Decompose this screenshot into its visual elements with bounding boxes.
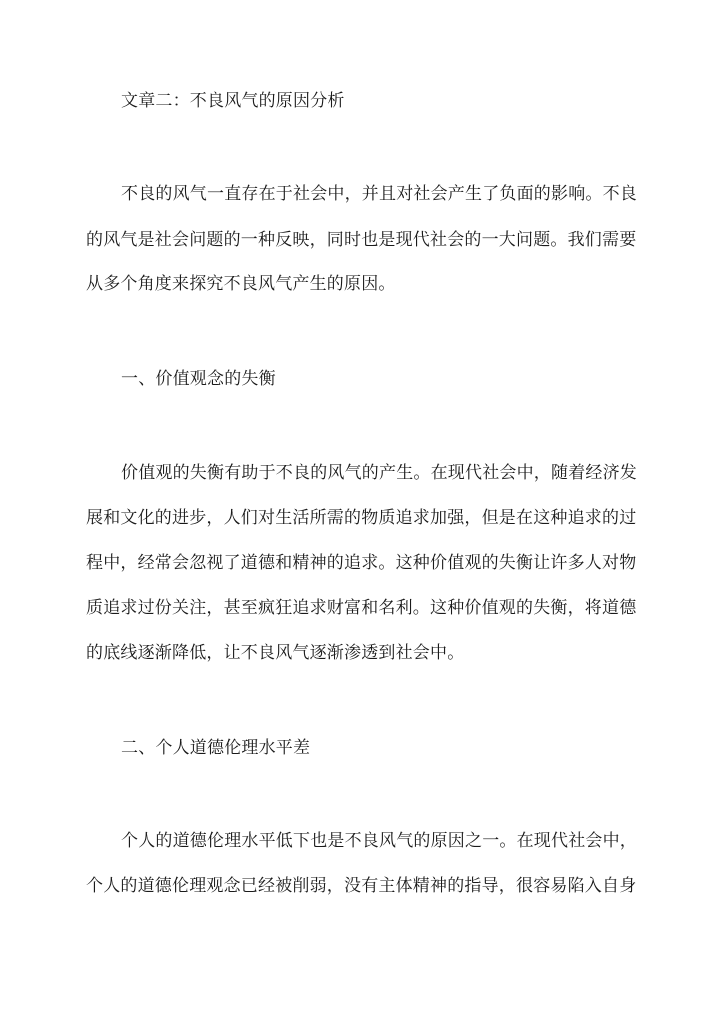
paragraph-line: 价值观的失衡有助于不良的风气的产生。在现代社会中，随着经济发 xyxy=(121,463,637,483)
paragraph-line: 的风气是社会问题的一种反映，同时也是现代社会的一大问题。我们需要 xyxy=(86,230,637,250)
paragraph-line: 程中，经常会忽视了道德和精神的追求。这种价值观的失衡让许多人对物 xyxy=(86,553,637,573)
paragraph-line: 展和文化的进步，人们对生活所需的物质追求加强，但是在这种追求的过 xyxy=(86,508,637,528)
document-title: 文章二：不良风气的原因分析 xyxy=(121,91,345,111)
paragraph-line: 质追求过份关注，甚至疯狂追求财富和名利。这种价值观的失衡，将道德 xyxy=(86,598,637,618)
paragraph-line: 个人的道德伦理水平低下也是不良风气的原因之一。在现代社会中， xyxy=(121,831,637,851)
section-heading: 二、个人道德伦理水平差 xyxy=(121,738,311,758)
paragraph-line: 从多个角度来探究不良风气产生的原因。 xyxy=(86,274,396,294)
paragraph-line: 个人的道德伦理观念已经被削弱，没有主体精神的指导，很容易陷入自身 xyxy=(86,876,637,896)
paragraph-line: 的底线逐渐降低，让不良风气逐渐渗透到社会中。 xyxy=(86,643,465,663)
section-heading: 一、价值观念的失衡 xyxy=(121,369,276,389)
paragraph-line: 不良的风气一直存在于社会中，并且对社会产生了负面的影响。不良 xyxy=(121,184,637,204)
